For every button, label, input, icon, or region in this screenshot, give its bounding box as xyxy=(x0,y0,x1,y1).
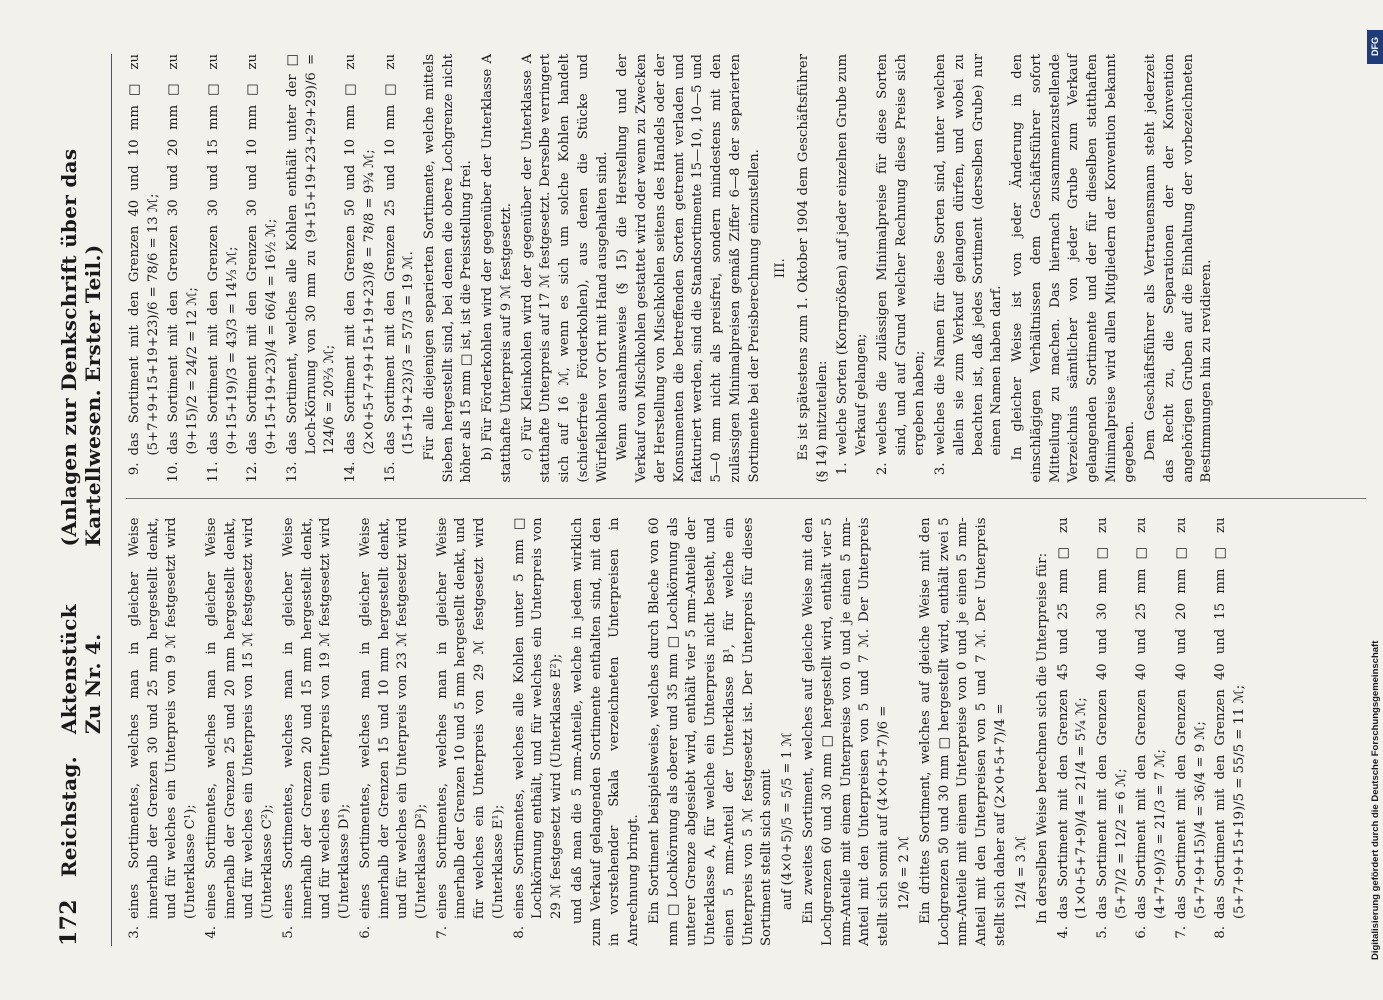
item-number: 1. xyxy=(835,462,851,476)
header-right: (Anlagen zur Denkschrift über das Kartellwesen. Erster Teil.) xyxy=(57,148,105,547)
item-text: welches die zulässigen Minimalpreise für diese Sorten sind, und auf Grund welcher Rechnung diese Preise sich ergeben haben; xyxy=(874,54,928,456)
item-text: das Sortiment mit den Grenzen 40 und 20 mm □ zu (5+7+9+15)/4 = 36/4 = 9 ℳ; xyxy=(1173,517,1208,919)
paragraph: Ein Sortiment beispielsweise, welches durch Bleche von 60 mm □ Lochkörnung als oberer und 35 mm □ Lochkörnung als unterer Grenze abgesiebt wird, enthält vier 5 mm-Anteile der Unterklasse A, für welche ein Unterpreis nicht besteht, und einen 5 mm-Anteil der Unterklasse B¹, für welche ein Unterpreis von 5 ℳ festgesetzt ist. Der Unterpreis für dieses Sortiment stellt sich somit xyxy=(646,517,775,946)
list-item xyxy=(244,54,281,483)
list-item xyxy=(1133,518,1170,947)
paragraph: Für alle diejenigen separierten Sortimente, welche mittels Sieben hergestellt sind, bei denen die obere Lochgrenze nicht höher als 15 mm □ ist, ist die Preisstellung frei. xyxy=(422,54,475,483)
item-text: eines Sortimentes, welches man in gleicher Weise innerhalb der Grenzen 20 und 15 mm hergestellt denkt, und für welches ein Unterpreis von 19 ℳ festgesetzt wird (Unterklasse D¹); xyxy=(280,517,353,919)
item-text: das Sortiment mit den Grenzen 40 und 30 mm □ zu (5+7)/2 = 12/2 = 6 ℳ; xyxy=(1094,517,1129,919)
item-text: das Sortiment mit den Grenzen 30 und 10 mm □ zu (9+15+19+23)/4 = 66/4 = 16½ ℳ; xyxy=(245,54,280,455)
item-text: eines Sortimentes, welches man in gleicher Weise innerhalb der Grenzen 25 und 20 mm hergestellt denkt, und für welches ein Unterpreis von 15 ℳ festgesetzt wird (Unterklasse C²); xyxy=(203,517,276,919)
paragraph: b) Für Förderkohlen wird der gegenüber der Unterklasse A statthafte Unterpreis auf 9 ℳ festgesetzt. xyxy=(480,54,514,483)
header-left: Reichstag. xyxy=(57,756,81,878)
item-text: eines Sortimentes, welches man in gleicher Weise innerhalb der Grenzen 15 und 10 mm hergestellt denkt, und für welches ein Unterpreis von 23 ℳ festgesetzt wird (Unterklasse D²); xyxy=(357,517,430,919)
paragraph: Dem Geschäftsführer als Vertrauensmann steht jederzeit das Recht zu, die Separationen der der Konvention angehörigen Gruben auf die Einhaltung der vorbezeichneten Bestimmungen hin zu revidieren. xyxy=(1143,54,1215,483)
item-number: 9. xyxy=(127,462,142,476)
paragraph: Ein zweites Sortiment, welches auf gleiche Weise mit den Lochgrenzen 60 und 30 mm □ hergestellt wird, enthält vier 5 mm-Anteile mit einem Unterpreise von 0 und je einen 5 mm-Anteil mit den Unterpreisen von 5 und 7 ℳ. Der Unterpreis stellt sich somit auf (4×0+5+7)/6 = xyxy=(801,517,892,946)
list-item xyxy=(205,54,242,483)
item-text: das Sortiment mit den Grenzen 40 und 10 mm □ zu (5+7+9+15+19+23)/6 = 78/6 = 13 ℳ; xyxy=(127,54,161,456)
item-number: 13. xyxy=(284,461,300,483)
item-text: das Sortiment mit den Grenzen 30 und 15 mm □ zu (9+15+19)/3 = 43/3 = 14⅓ ℳ; xyxy=(205,54,240,455)
list-item xyxy=(203,518,278,947)
item-number: 8. xyxy=(1213,926,1229,939)
list-item xyxy=(1055,518,1092,947)
list-item xyxy=(834,54,871,483)
item-number: 3. xyxy=(127,926,142,939)
item-number: 7. xyxy=(1173,926,1189,939)
list-item xyxy=(165,54,202,483)
paragraph: und daß man die 5 mm-Anteile, welche in jedem wirklich zum Verkauf gelangenden Sortimente enthalten sind, mit den in vorstehender Skala verzeichneten Unterpreisen in Anrechnung bringt. xyxy=(569,517,642,946)
item-number: 4. xyxy=(1055,926,1071,939)
list-item xyxy=(1173,518,1210,947)
list-item xyxy=(126,518,201,947)
credit-text: Digitalisierung gefördert durch die Deutsche Forschungsgemeinschaft xyxy=(1370,640,1381,960)
list-item xyxy=(1212,518,1249,947)
item-number: 10. xyxy=(166,461,182,483)
page-header xyxy=(56,54,112,946)
item-text: das Sortiment mit den Grenzen 40 und 25 mm □ zu (4+7+9)/3 = 21/3 = 7 ℳ; xyxy=(1134,517,1169,919)
item-number: 12. xyxy=(245,461,261,483)
item-text: das Sortiment mit den Grenzen 40 und 15 mm □ zu (5+7+9+15+19)/5 = 55/5 = 11 ℳ; xyxy=(1213,517,1248,919)
list-item xyxy=(874,54,930,483)
page-number: 172 xyxy=(56,899,82,946)
item-number: 14. xyxy=(343,461,359,483)
paragraph: c) Für Kleinkohlen wird der gegenüber der Unterklasse A statthafte Unterpreis auf 17 ℳ festgesetzt. Derselbe verringert sich auf 16 ℳ, wenn es sich um solche Kohlen handelt (schieferfreie Förderkohlen), aus denen die Stücke und Würfelkohlen vor Ort mit Hand ausgehalten sind. xyxy=(519,54,610,483)
formula: auf (4×0+5)/5 = 5/5 = 1 ℳ xyxy=(779,732,795,910)
text-columns xyxy=(126,54,1366,946)
paragraph: Es ist spätestens zum 1. Oktober 1904 dem Geschäftsführer (§ 14) mitzuteilen: xyxy=(795,54,830,483)
item-number: 3. xyxy=(933,462,949,476)
item-text: das Sortiment mit den Grenzen 45 und 25 mm □ zu (1×0+5+7+9)/4 = 21/4 = 5¼ ℳ; xyxy=(1055,517,1090,919)
item-number: 15. xyxy=(382,461,398,483)
item-number: 11. xyxy=(205,461,221,483)
item-number: 4. xyxy=(203,926,219,939)
formula: 12/6 = 2 ℳ xyxy=(896,836,912,910)
item-text: eines Sortimentes, welches alle Kohlen unter 5 mm □ Lochkörnung enthält, und für welches ein Unterpreis von 29 ℳ festgesetzt wird (Unterklasse E²); xyxy=(511,517,565,919)
item-number: 6. xyxy=(357,926,373,939)
item-number: 5. xyxy=(280,926,296,939)
item-number: 6. xyxy=(1134,926,1150,939)
list-item xyxy=(280,518,355,947)
item-number: 2. xyxy=(874,462,890,476)
right-column xyxy=(126,54,1366,500)
paragraph: Ein drittes Sortiment, welches auf gleiche Weise mit den Lochgrenzen 50 und 30 mm □ hergestellt wird, enthält zwei 5 mm-Anteile mit einem Unterpreise von 0 und je einen 5 mm-Anteil mit den Unterpreisen von 5 und 7 ℳ. Der Unterpreis stellt sich daher auf (2×0+5+7)/4 = xyxy=(917,517,1008,946)
left-column xyxy=(126,518,1366,947)
item-number: 8. xyxy=(511,926,527,939)
paragraph: In derselben Weise berechnen sich die Unterpreise für: xyxy=(1034,552,1050,924)
item-text: das Sortiment mit den Grenzen 50 und 10 mm □ zu (2×0+5+7+9+15+19+23)/8 = 78/8 = 9¾ ℳ; xyxy=(343,54,377,455)
list-item xyxy=(932,54,1007,483)
header-center: Aktenstück Zu Nr. 4. xyxy=(57,604,105,735)
item-number: 5. xyxy=(1094,926,1110,939)
document-page xyxy=(30,20,1360,980)
list-item xyxy=(357,518,432,947)
digitization-credit xyxy=(1370,641,1381,960)
list-item xyxy=(382,54,419,483)
dfg-logo: DFG xyxy=(1367,30,1383,64)
formula: 12/4 = 3 ℳ xyxy=(1013,836,1029,910)
item-number: 7. xyxy=(434,926,450,939)
item-text: das Sortiment, welches alle Kohlen enthält unter der □ Loch-Körnung von 30 mm zu (9+15+19+23+29+29)/6 = 124/6 = 20⅔ ℳ; xyxy=(284,54,338,455)
list-item xyxy=(511,518,567,947)
list-item xyxy=(126,54,163,483)
list-item xyxy=(1094,518,1131,947)
list-item xyxy=(434,518,509,947)
paragraph: Wenn ausnahmsweise (§ 15) die Herstellung und der Verkauf von Mischkohlen gestattet wird oder wenn zu Zwecken der Herstellung von Mischkohlen seitens des Handels oder der Konsumenten die betreffenden Sorten getrennt verladen und fakturiert werden, sind die Standsortimente 15—10, 10—5 und 5—0 mm nicht als preisfrei, sondern mindestens mit den zulässigen Minimalpreisen gemäß Ziffer 6—8 der separierten Sortimente bei der Preisberechnung einzustellen. xyxy=(615,54,762,483)
item-text: welches die Namen für diese Sorten sind, unter welchen allein sie zum Verkauf gelangen dürfen, und wobei zu beachten ist, daß jedes Sortiment (derselben Grube) nur einen Namen haben darf. xyxy=(933,54,1005,456)
item-text: eines Sortimentes, welches man in gleicher Weise innerhalb der Grenzen 10 und 5 mm hergestellt denkt, und für welches ein Unterpreis von 29 ℳ festgesetzt wird (Unterklasse E¹); xyxy=(434,517,506,919)
item-text: welche Sorten (Korngrößen) auf jeder einzelnen Grube zum Verkauf gelangen; xyxy=(835,54,870,456)
list-item xyxy=(342,54,379,483)
item-text: eines Sortimentes, welches man in gleicher Weise innerhalb der Grenzen 30 und 25 mm hergestellt denkt, und für welches ein Unterpreis von 9 ℳ festgesetzt wird (Unterklasse C¹); xyxy=(127,517,199,919)
paragraph: In gleicher Weise ist von jeder Änderung in den einschlägigen Verhältnissen dem Geschäftsführer sofort Mitteilung zu machen. Das hiernach zusammenzustellende Verzeichnis sämtlicher von jeder Grube zum Verkauf gelangenden Sortimente und der für dieselben statthaften Minimalpreise wird allen Mitgliedern der Konvention bekannt gegeben. xyxy=(1010,54,1138,483)
section-heading: III. xyxy=(773,258,789,279)
item-text: das Sortiment mit den Grenzen 25 und 10 mm □ zu (15+19+23)/3 = 57/3 = 19 ℳ. xyxy=(382,54,417,455)
list-item xyxy=(284,54,340,483)
item-text: das Sortiment mit den Grenzen 30 und 20 mm □ zu (9+15)/2 = 24/2 = 12 ℳ; xyxy=(166,54,201,455)
